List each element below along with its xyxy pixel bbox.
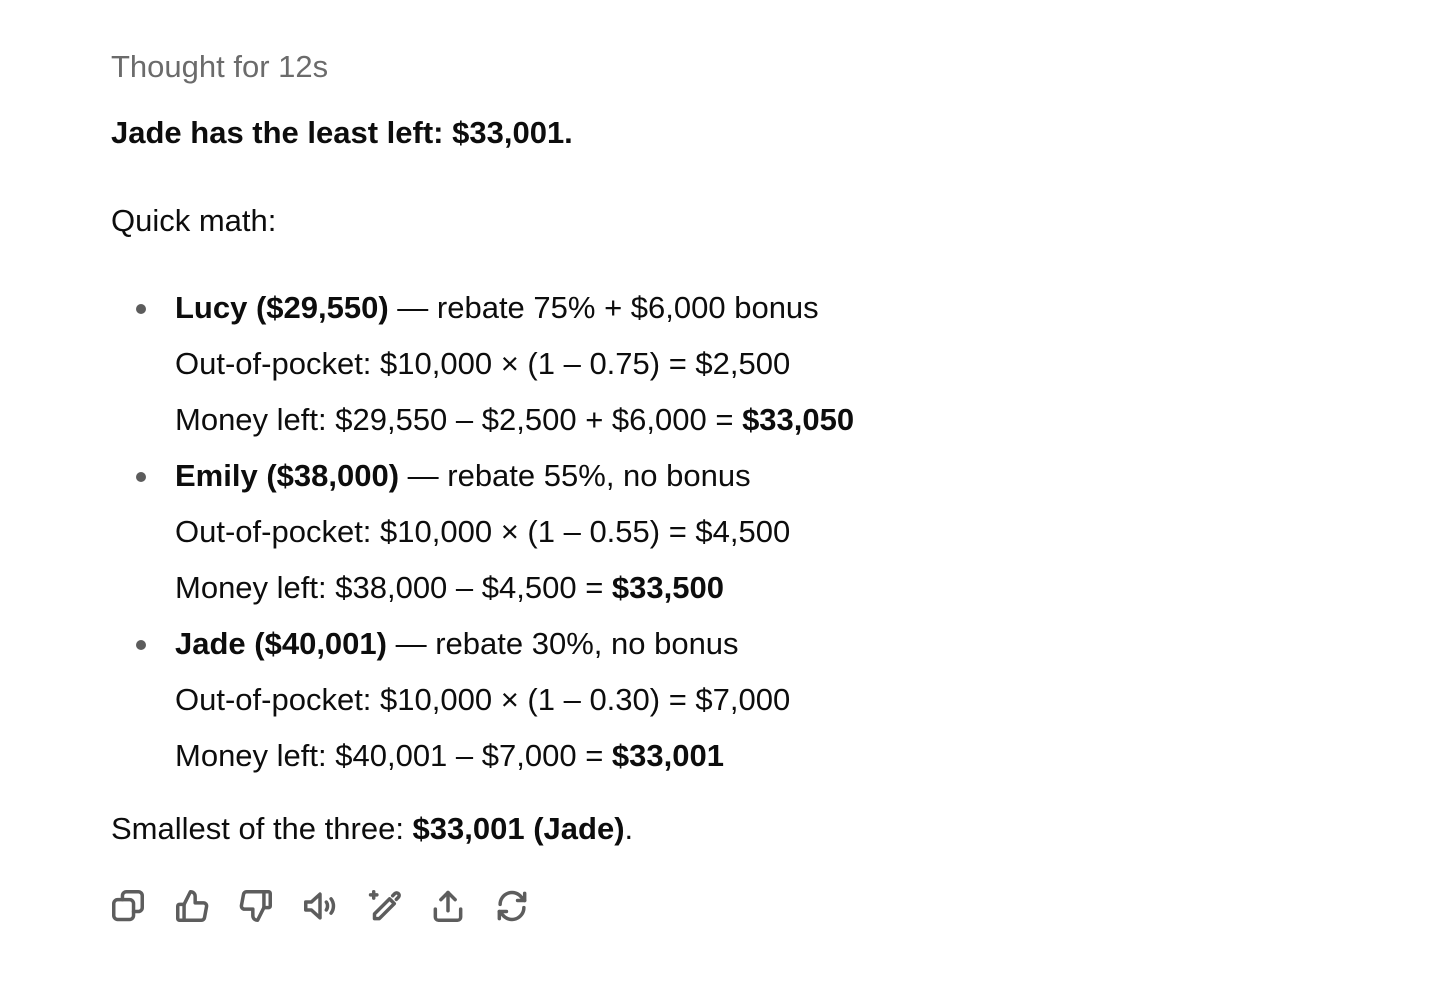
- share-button[interactable]: [428, 884, 468, 928]
- item-heading: [175, 616, 1361, 672]
- bullet-icon: [136, 304, 146, 314]
- edit-button[interactable]: [364, 884, 404, 928]
- item-description: — rebate 75% + $6,000 bonus: [388, 290, 819, 325]
- bullet-icon: [136, 472, 146, 482]
- thumbs-down-icon: [237, 887, 275, 925]
- summary-answer: $33,001 (Jade): [412, 811, 625, 846]
- summary-suffix: .: [624, 811, 634, 846]
- person-name: Emily ($38,000): [175, 458, 400, 493]
- money-left-value: $33,050: [742, 402, 855, 437]
- money-left-line: [175, 392, 1361, 448]
- copy-button[interactable]: [108, 884, 148, 928]
- share-icon: [429, 887, 467, 925]
- item-heading: [175, 448, 1361, 504]
- read-aloud-button[interactable]: [300, 884, 340, 928]
- intro-text: Quick math:: [111, 203, 277, 238]
- list-item-lucy: [111, 280, 1361, 448]
- money-left-formula: Money left: $40,001 – $7,000 =: [175, 738, 612, 773]
- money-left-formula: Money left: $38,000 – $4,500 =: [175, 570, 612, 605]
- money-left-value: $33,500: [611, 570, 724, 605]
- list-item-jade: [111, 616, 1361, 784]
- regenerate-button[interactable]: [492, 884, 532, 928]
- edit-sparkle-icon: [365, 887, 403, 925]
- thought-duration-toggle[interactable]: Thought for 12s: [111, 49, 329, 84]
- summary-text: [111, 810, 633, 848]
- item-description: — rebate 30%, no bonus: [386, 626, 739, 661]
- out-of-pocket-line: Out-of-pocket: $10,000 × (1 – 0.75) = $2,500: [175, 346, 791, 381]
- message-action-bar: [108, 884, 532, 928]
- answer-headline: Jade has the least left: $33,001.: [111, 115, 573, 150]
- list-item-emily: [111, 448, 1361, 616]
- summary-prefix: Smallest of the three:: [111, 811, 413, 846]
- item-description: — rebate 55%, no bonus: [399, 458, 751, 493]
- copy-icon: [109, 887, 147, 925]
- thumbs-up-icon: [173, 887, 211, 925]
- person-name: Jade ($40,001): [175, 626, 387, 661]
- out-of-pocket-line: Out-of-pocket: $10,000 × (1 – 0.55) = $4,500: [175, 514, 791, 549]
- money-left-formula: Money left: $29,550 – $2,500 + $6,000 =: [175, 402, 743, 437]
- thumbs-up-button[interactable]: [172, 884, 212, 928]
- out-of-pocket-line: Out-of-pocket: $10,000 × (1 – 0.30) = $7,000: [175, 682, 791, 717]
- item-heading: [175, 280, 1361, 336]
- read-aloud-icon: [301, 887, 339, 925]
- money-left-value: $33,001: [611, 738, 724, 773]
- person-name: Lucy ($29,550): [175, 290, 389, 325]
- money-left-line: [175, 560, 1361, 616]
- money-left-line: [175, 728, 1361, 784]
- regenerate-icon: [493, 887, 531, 925]
- calculation-list: [111, 280, 1361, 784]
- bullet-icon: [136, 640, 146, 650]
- thumbs-down-button[interactable]: [236, 884, 276, 928]
